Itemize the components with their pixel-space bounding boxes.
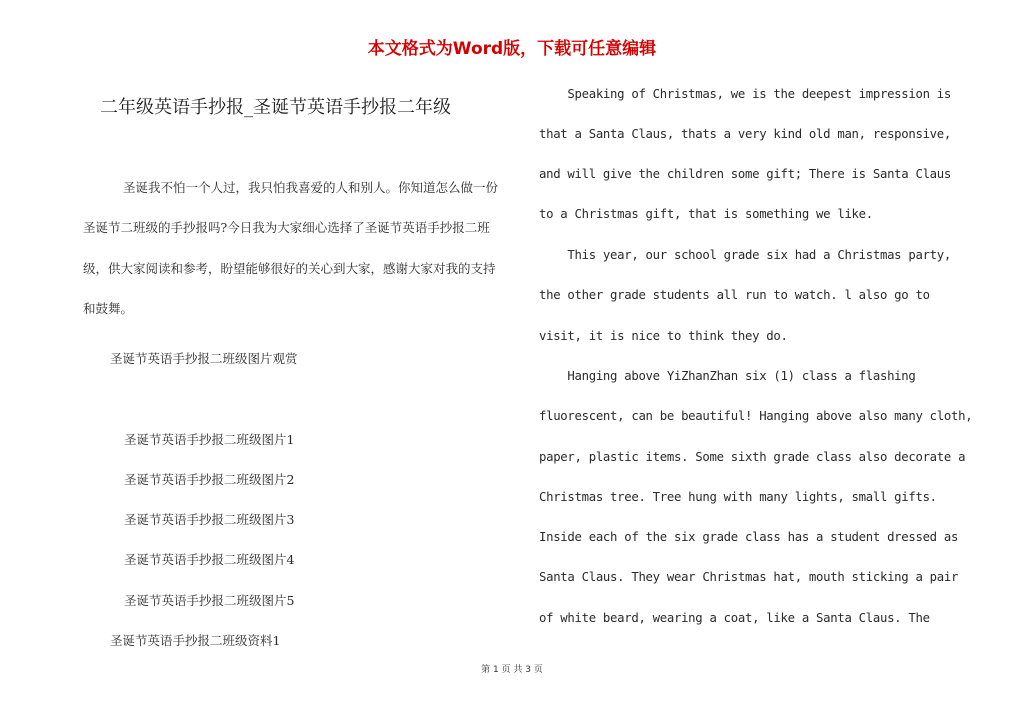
image-caption: 圣诞节英语手抄报二班级图片2 [124, 472, 295, 487]
word-format-banner: 本文格式为Word版，下载可任意编辑 [367, 39, 657, 59]
english-text-line: and will give the children some gift; There is Santa Claus [539, 167, 951, 181]
image-caption: 圣诞节英语手抄报二班级图片3 [124, 512, 295, 527]
english-text-line: This year, our school grade six had a Christmas party, [539, 248, 951, 262]
english-text-line: Santa Claus. They wear Christmas hat, mouth sticking a pair [539, 570, 959, 584]
image-caption: 圣诞节英语手抄报二班级图片1 [124, 432, 295, 447]
intro-paragraph: 圣诞我不怕一个人过，我只怕我喜爱的人和别人。你知道怎么做一份圣诞节二班级的手抄报吗?今日我为大家细心选择了圣诞节英语手抄报二班级，供大家阅读和参考，盼望能够很好的关心到大家，感谢大家对我的支持和鼓舞。 [83, 180, 499, 316]
english-text-line: to a Christmas gift, that is something we like. [539, 207, 873, 221]
page-number-footer: 第 1 页 共 3 页 [481, 665, 543, 675]
english-text-line: Inside each of the six grade class has a student dressed as [539, 530, 959, 544]
english-text-line: Speaking of Christmas, we is the deepest impression is [539, 87, 951, 101]
english-text-line: Hanging above YiZhanZhan six (1) class a flashing [539, 369, 916, 383]
section-heading: 圣诞节英语手抄报二班级图片观赏 [110, 351, 298, 366]
english-text-line: fluorescent, can be beautiful! Hanging above also many cloth, [539, 409, 973, 423]
english-text-line: of white beard, wearing a coat, like a Santa Claus. The [539, 611, 930, 625]
page-title: 二年级英语手抄报_圣诞节英语手抄报二年级 [100, 97, 451, 118]
material-heading: 圣诞节英语手抄报二班级资料1 [110, 633, 281, 648]
english-text-line: Christmas tree. Tree hung with many lights, small gifts. [539, 490, 937, 504]
english-text-line: visit, it is nice to think they do. [539, 329, 788, 343]
image-caption: 圣诞节英语手抄报二班级图片4 [124, 552, 295, 567]
english-text-line: that a Santa Claus, thats a very kind old man, responsive, [539, 127, 951, 141]
english-text-line: the other grade students all run to watch. l also go to [539, 288, 930, 302]
image-caption: 圣诞节英语手抄报二班级图片5 [124, 593, 295, 608]
english-text-line: paper, plastic items. Some sixth grade class also decorate a [539, 450, 966, 464]
